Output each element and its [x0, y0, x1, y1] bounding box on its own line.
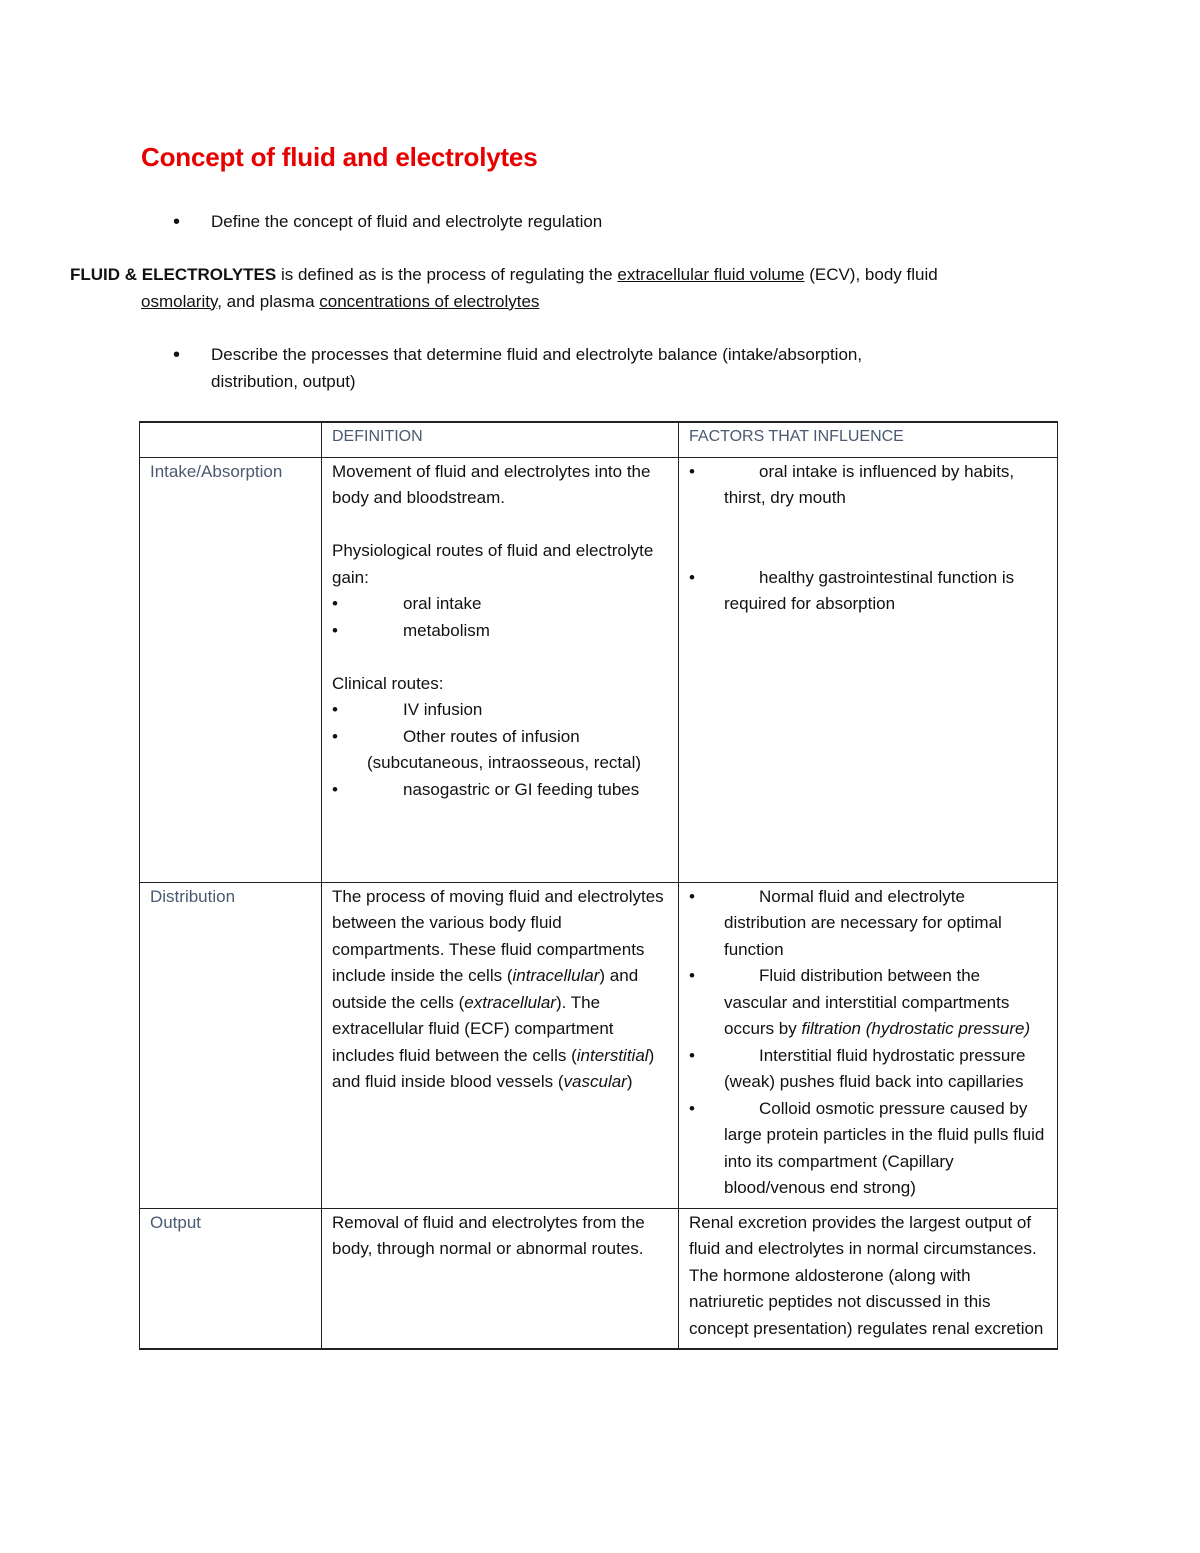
- link-extracellular-fluid-volume[interactable]: extracellular fluid volume: [617, 265, 805, 284]
- list-item: • oral intake is influenced by habits, thirst, dry mouth: [689, 459, 1047, 512]
- table-row-distribution: [140, 882, 1058, 1208]
- bullet-icon: •: [332, 594, 338, 613]
- list-item: • metabolism: [332, 618, 668, 645]
- link-concentrations-of-electrolytes[interactable]: concentrations of electrolytes: [319, 291, 540, 311]
- list-item: • Fluid distribution between the vascular and interstitial compartments occurs by filtration (hydrostatic pressure): [689, 963, 1047, 1043]
- objective-describe-line-1: Describe the processes that determine fluid and electrolyte balance (intake/absorption,: [211, 345, 863, 364]
- fluid-balance-table: [139, 421, 1058, 1350]
- bullet-icon: •: [332, 779, 338, 799]
- intake-def-p2: Physiological routes of fluid and electrolyte gain:: [332, 541, 654, 587]
- intake-definition-cell: [322, 457, 679, 882]
- definition-paragraph: [70, 262, 1060, 315]
- bullet-icon: •: [332, 726, 338, 746]
- bullet-icon: •: [332, 700, 338, 719]
- bullet-icon: •: [173, 211, 181, 233]
- intake-def-p3: Clinical routes:: [332, 673, 444, 693]
- output-factors-cell: Renal excretion provides the largest output of fluid and electrolytes in normal circumstances. The hormone aldosterone (along with natriuretic peptides not discussed in this concept presentation) regulates renal excretion: [679, 1208, 1058, 1349]
- page-title: Concept of fluid and electrolytes: [141, 142, 538, 172]
- list-item: • Other routes of infusion (subcutaneous, intraosseous, rectal): [332, 724, 668, 777]
- output-definition-cell: Removal of fluid and electrolytes from the body, through normal or abnormal routes.: [322, 1208, 679, 1349]
- list-item: • IV infusion: [332, 697, 668, 724]
- bullet-icon: •: [689, 1098, 695, 1118]
- bullet-icon: •: [689, 966, 695, 985]
- table-header-row: [140, 422, 1058, 457]
- distribution-definition-cell: The process of moving fluid and electrolytes between the various body fluid compartments. These fluid compartments include inside the cells (intracellular) and outside the cells (extracellular). The extracellular fluid (ECF) compartment includes fluid between the cells (interstitial) and fluid inside blood vessels (vascular): [322, 882, 679, 1208]
- objective-define-text: Define the concept of fluid and electrolyte regulation: [211, 212, 603, 231]
- intake-def-p1: Movement of fluid and electrolytes into the body and bloodstream.: [332, 461, 651, 507]
- bullet-icon: •: [173, 344, 181, 366]
- definition-text-3: , and plasma: [217, 291, 320, 311]
- list-item: • Normal fluid and electrolyte distribution are necessary for optimal function: [689, 884, 1047, 964]
- link-osmolarity[interactable]: osmolarity: [141, 291, 218, 311]
- intake-physiological-list: [332, 591, 668, 644]
- header-blank: [140, 422, 322, 457]
- intake-clinical-list: [332, 697, 668, 803]
- distribution-factors-cell: [679, 882, 1058, 1208]
- bullet-icon: •: [332, 620, 338, 640]
- bullet-icon: •: [689, 461, 695, 481]
- list-item: • Interstitial fluid hydrostatic pressure (weak) pushes fluid back into capillaries: [689, 1043, 1047, 1096]
- header-definition: DEFINITION: [322, 422, 679, 457]
- bullet-icon: •: [689, 1045, 695, 1065]
- list-item: • nasogastric or GI feeding tubes: [332, 777, 668, 804]
- header-factors: FACTORS THAT INFLUENCE: [679, 422, 1058, 457]
- definition-text-2: (ECV), body fluid: [804, 265, 938, 284]
- list-item: • oral intake: [332, 591, 668, 618]
- bullet-icon: •: [689, 567, 695, 587]
- objective-describe-line-2: distribution, output): [211, 371, 356, 391]
- list-item: • healthy gastrointestinal function is required for absorption: [689, 565, 1047, 618]
- row-label-distribution: Distribution: [140, 882, 322, 1208]
- table-row-output: [140, 1208, 1058, 1349]
- bullet-icon: •: [689, 886, 695, 906]
- table-row-intake: [140, 457, 1058, 882]
- row-label-intake: Intake/Absorption: [140, 457, 322, 882]
- list-item: • Colloid osmotic pressure caused by large protein particles in the fluid pulls fluid into its compartment (Capillary blood/venous end strong): [689, 1096, 1047, 1202]
- definition-text-1: is defined as is the process of regulating the: [276, 265, 618, 284]
- row-label-output: Output: [140, 1208, 322, 1349]
- intake-factors-cell: [679, 457, 1058, 882]
- definition-term: FLUID & ELECTROLYTES: [70, 265, 277, 284]
